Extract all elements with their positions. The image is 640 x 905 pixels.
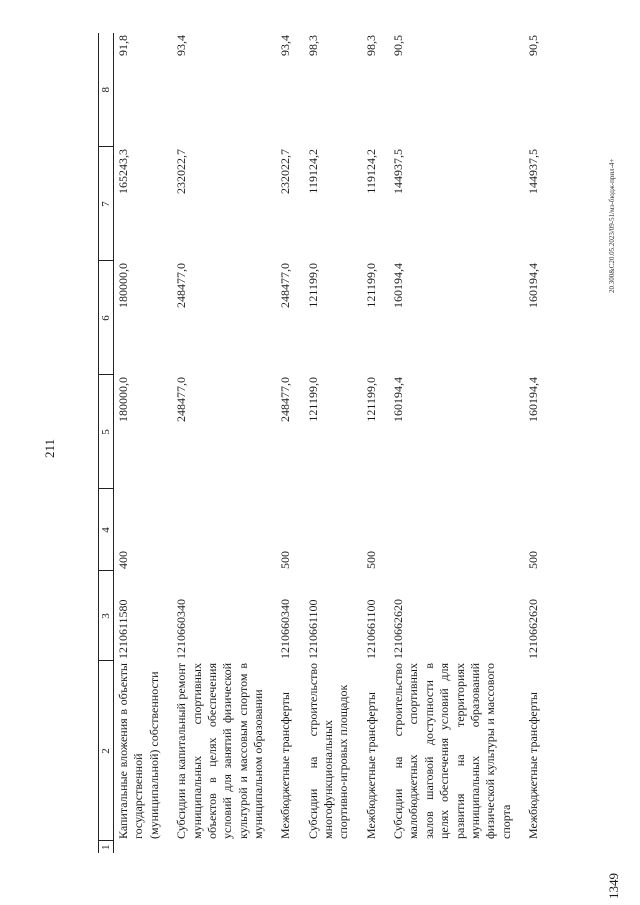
header-cell: 4 <box>99 489 114 571</box>
percent-cell: 98,3 <box>363 35 378 56</box>
target-code-cell: 1210662620 <box>391 599 406 659</box>
approved-plan-cell: 248477,0 <box>174 377 189 422</box>
row-number-cell <box>524 841 551 853</box>
table-row <box>172 33 276 853</box>
expense-type-cell: 500 <box>278 551 293 569</box>
executed-cell: 232022,7 <box>278 149 293 194</box>
header-cell: 6 <box>99 261 114 375</box>
row-number-cell <box>114 841 173 853</box>
percent-cell: 93,4 <box>278 35 293 56</box>
table-row <box>389 33 524 853</box>
header-row <box>99 33 114 853</box>
percent-cell: 90,5 <box>525 35 540 56</box>
expense-type-cell: 500 <box>525 551 540 569</box>
description-cell: Субсидии на капитальный ремонт муниципальных спортивных объектов в целях обеспечения условий для занятий физической культурой и массовым спортом в муниципальном образовании <box>174 663 265 839</box>
approved-plan-cell: 180000,0 <box>116 377 131 422</box>
header-cell: 3 <box>99 571 114 661</box>
header-cell: 8 <box>99 33 114 147</box>
revised-plan-cell: 248477,0 <box>174 263 189 308</box>
table-row <box>304 33 362 853</box>
header-cell: 5 <box>99 375 114 489</box>
executed-cell: 144937,5 <box>391 149 406 194</box>
target-code-cell: 1210611580 <box>116 599 131 659</box>
table-row <box>276 33 303 853</box>
expense-type-cell <box>304 489 362 571</box>
approved-plan-cell: 160194,4 <box>525 377 540 422</box>
target-code-cell: 1210660340 <box>278 599 293 659</box>
sheet-number: 211 <box>42 438 57 458</box>
description-cell: Субсидии на строительство многофункциональных спортивно-игровых площадок <box>305 663 351 839</box>
row-number-cell <box>276 841 303 853</box>
approved-plan-cell: 160194,4 <box>391 377 406 422</box>
row-number-cell <box>362 841 389 853</box>
description-cell: Межбюджетные трансферты <box>278 692 293 839</box>
table-row <box>114 33 173 853</box>
revised-plan-cell: 180000,0 <box>116 263 131 308</box>
approved-plan-cell: 248477,0 <box>278 377 293 422</box>
target-code-cell: 1210662620 <box>525 599 540 659</box>
target-code-cell: 1210661100 <box>363 599 378 659</box>
row-number-cell <box>389 841 524 853</box>
header-cell: 7 <box>99 147 114 261</box>
target-code-cell: 1210661100 <box>305 599 320 659</box>
executed-cell: 119124,2 <box>305 149 320 194</box>
row-number-cell <box>304 841 362 853</box>
percent-cell: 98,3 <box>305 35 320 56</box>
table-row <box>362 33 389 853</box>
revised-plan-cell: 121199,0 <box>305 263 320 308</box>
approved-plan-cell: 121199,0 <box>363 377 378 422</box>
percent-cell: 91,8 <box>116 35 131 56</box>
description-cell: Межбюджетные трансферты <box>525 692 540 839</box>
executed-cell: 119124,2 <box>363 149 378 194</box>
description-cell: Межбюджетные трансферты <box>363 692 378 839</box>
description-cell: Капитальные вложения в объекты государственной (муниципальной) собственности <box>116 663 161 839</box>
side-note: 20.300&С20.05.2023/09-51/мэ-бюдж-прил-4+ <box>608 158 616 293</box>
percent-cell: 93,4 <box>174 35 189 56</box>
description-cell: Субсидии на строительство малобюджетных спортивных залов шаговой доступности в целях обеспечения условий для развития на территориях муниципальных образований физической культуры и массового спорта <box>391 663 513 839</box>
executed-cell: 232022,7 <box>174 149 189 194</box>
target-code-cell: 1210660340 <box>174 599 189 659</box>
expense-type-cell <box>389 489 524 571</box>
expense-type-cell: 400 <box>116 551 131 569</box>
executed-cell: 144937,5 <box>525 149 540 194</box>
percent-cell: 90,5 <box>391 35 406 56</box>
table-row <box>524 33 551 853</box>
approved-plan-cell: 121199,0 <box>305 377 320 422</box>
expense-type-cell <box>172 489 276 571</box>
revised-plan-cell: 248477,0 <box>278 263 293 308</box>
document-number: 1349 <box>606 873 621 899</box>
row-number-cell <box>172 841 276 853</box>
expense-type-cell: 500 <box>363 551 378 569</box>
header-cell: 1 <box>99 841 114 853</box>
header-cell: 2 <box>99 661 114 841</box>
revised-plan-cell: 160194,4 <box>525 263 540 308</box>
executed-cell: 165243,3 <box>116 149 131 194</box>
revised-plan-cell: 121199,0 <box>363 263 378 308</box>
budget-table <box>98 33 551 853</box>
revised-plan-cell: 160194,4 <box>391 263 406 308</box>
